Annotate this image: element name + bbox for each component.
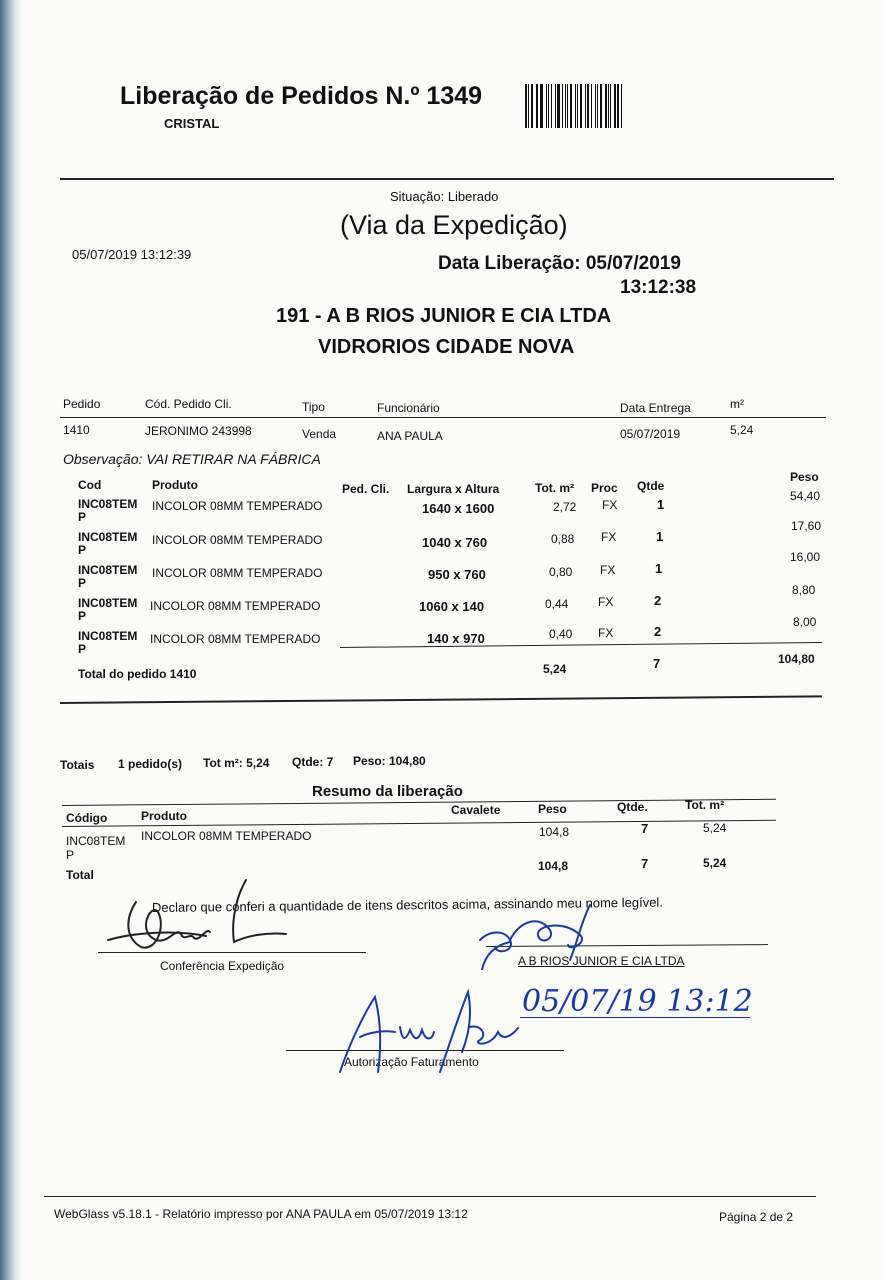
item-proc: FX — [602, 498, 618, 512]
item-qtde: 2 — [654, 624, 662, 639]
item-proc: FX — [600, 563, 616, 577]
footer-page-number: Página 2 de 2 — [719, 1210, 794, 1224]
item-peso: 16,00 — [790, 550, 821, 564]
item-peso: 8,00 — [793, 615, 817, 629]
authorization-signature — [330, 982, 530, 1082]
barcode-bar — [614, 84, 616, 128]
summary-total-tot: 5,24 — [703, 856, 727, 870]
barcode-bar — [565, 84, 566, 128]
item-qtde: 1 — [655, 561, 663, 576]
items-col-peso: Peso — [790, 470, 819, 484]
summary-row-codigo-suffix: P — [66, 848, 75, 862]
col-pedido: Pedido — [63, 397, 101, 411]
barcode-bar — [562, 84, 563, 128]
summary-title: Resumo da liberação — [312, 783, 463, 800]
company-signature — [470, 900, 610, 970]
company-signature-label: A B RIOS JUNIOR E CIA LTDA — [518, 954, 685, 968]
item-tot-m2: 0,80 — [549, 565, 573, 579]
scan-edge-shadow — [0, 0, 22, 1280]
item-proc: FX — [598, 626, 614, 640]
barcode-bar — [597, 84, 598, 128]
barcode-bar — [570, 84, 572, 128]
barcode-bar — [551, 84, 552, 128]
barcode-bar — [577, 84, 578, 128]
item-proc: FX — [601, 530, 617, 544]
barcode-bar — [600, 84, 602, 128]
item-cod-suffix: P — [78, 642, 87, 656]
summary-row-qtde: 7 — [641, 821, 649, 836]
totals-qtde: Qtde: 7 — [292, 755, 334, 769]
summary-row-produto: INCOLOR 08MM TEMPERADO — [141, 829, 312, 843]
item-proc: FX — [598, 595, 614, 609]
barcode-bar — [591, 84, 593, 128]
items-col-proc: Proc — [591, 481, 618, 495]
item-peso: 8,80 — [792, 583, 816, 597]
order-header-rule — [60, 417, 826, 418]
items-col-qtde: Qtde — [637, 479, 665, 493]
barcode-bar — [587, 84, 589, 128]
item-cod: INC08TEM — [78, 530, 138, 544]
conference-label: Conferência Expedição — [160, 959, 285, 973]
summary-row-tot: 5,24 — [703, 821, 727, 835]
barcode-bar — [557, 84, 559, 128]
item-peso: 17,60 — [791, 519, 822, 533]
item-cod: INC08TEM — [78, 497, 138, 511]
items-col-ped-cli: Ped. Cli. — [342, 482, 390, 496]
barcode-bar — [617, 84, 619, 128]
order-pedido: 1410 — [63, 423, 90, 437]
item-qtde: 1 — [657, 497, 665, 512]
status-text: Situação: Liberado — [390, 189, 499, 204]
summary-total-label: Total — [66, 868, 94, 882]
barcode-bar — [580, 84, 582, 128]
summary-total-peso: 104,8 — [538, 859, 569, 873]
order-total-qtde: 7 — [653, 656, 661, 671]
footer-report: WebGlass v5.18.1 - Relatório impresso por ANA PAULA em 05/07/2019 13:12 — [54, 1207, 468, 1221]
header-divider — [60, 178, 834, 180]
authorization-label: Autorização Faturamento — [344, 1055, 479, 1069]
item-produto: INCOLOR 08MM TEMPERADO — [152, 566, 323, 580]
order-cod-pedido: JERONIMO 243998 — [145, 424, 252, 438]
items-total-rule — [340, 642, 822, 648]
item-cod: INC08TEM — [78, 596, 138, 610]
summary-col-codigo: Código — [66, 811, 108, 825]
item-dimensions: 140 x 970 — [427, 631, 485, 646]
col-cod-pedido: Cód. Pedido Cli. — [145, 397, 232, 411]
document-title: Liberação de Pedidos N.º 1349 — [120, 82, 483, 110]
client-store: VIDRORIOS CIDADE NOVA — [318, 336, 575, 358]
item-dimensions: 1060 x 140 — [419, 599, 485, 614]
item-cod-suffix: P — [78, 609, 87, 623]
company-name: CRISTAL — [164, 116, 220, 131]
barcode-bar — [525, 84, 527, 128]
item-tot-m2: 0,44 — [545, 597, 569, 611]
barcode-bar — [555, 84, 557, 128]
order-data-entrega: 05/07/2019 — [620, 427, 681, 441]
item-cod: INC08TEM — [78, 629, 138, 643]
item-cod: INC08TEM — [78, 563, 138, 577]
barcode-bar — [585, 84, 586, 128]
item-produto: INCOLOR 08MM TEMPERADO — [152, 499, 323, 513]
order-m2: 5,24 — [730, 423, 754, 437]
items-col-cod: Cod — [78, 478, 102, 492]
totals-pedidos: 1 pedido(s) — [118, 757, 183, 771]
summary-total-qtde: 7 — [641, 856, 649, 871]
barcode-bar — [621, 84, 622, 128]
summary-col-tot: Tot. m² — [685, 798, 725, 812]
item-dimensions: 1040 x 760 — [422, 535, 488, 550]
item-produto: INCOLOR 08MM TEMPERADO — [150, 632, 321, 646]
item-dimensions: 950 x 760 — [428, 567, 486, 582]
barcode-bar — [610, 84, 611, 128]
order-funcionario: ANA PAULA — [377, 429, 443, 443]
barcode-bar — [567, 84, 568, 128]
item-qtde: 1 — [656, 529, 664, 544]
order-total-peso: 104,80 — [778, 652, 815, 666]
print-timestamp: 05/07/2019 13:12:39 — [72, 247, 192, 262]
barcode-bar — [537, 84, 538, 128]
item-tot-m2: 2,72 — [553, 500, 577, 514]
item-produto: INCOLOR 08MM TEMPERADO — [152, 533, 323, 547]
release-time: 13:12:38 — [620, 277, 697, 298]
barcode-bar — [531, 84, 533, 128]
order-total-tot: 5,24 — [543, 662, 567, 676]
footer-rule — [44, 1196, 816, 1197]
item-dimensions: 1640 x 1600 — [422, 501, 495, 516]
barcode-bar — [546, 84, 548, 128]
handwritten-date-underline — [520, 1017, 750, 1018]
order-end-rule — [60, 695, 822, 704]
barcode-bar — [605, 84, 607, 128]
summary-col-produto: Produto — [141, 809, 187, 823]
item-cod-suffix: P — [78, 543, 87, 557]
barcode-bar — [595, 84, 596, 128]
barcode-bar — [528, 84, 529, 128]
summary-col-cavalete: Cavalete — [451, 803, 501, 817]
handwritten-date: 05/07/19 13:12 — [522, 984, 753, 1019]
barcode-bar — [536, 84, 537, 128]
barcode-bar — [548, 84, 549, 128]
conference-signature — [96, 872, 296, 962]
item-cod-suffix: P — [78, 576, 87, 590]
item-tot-m2: 0,88 — [551, 532, 575, 546]
declaration-text: Declaro que conferi a quantidade de itens descritos acima, assinando meu nome legível. — [151, 894, 663, 915]
barcode-bar — [608, 84, 609, 128]
item-peso: 54,40 — [790, 489, 821, 503]
items-col-dimensions: Largura x Altura — [407, 482, 500, 496]
release-date: Data Liberação: 05/07/2019 — [438, 253, 681, 274]
copy-label: (Via da Expedição) — [340, 210, 568, 240]
items-col-tot-m2: Tot. m² — [535, 481, 575, 495]
barcode-bar — [540, 84, 542, 128]
summary-col-qtde: Qtde. — [617, 800, 648, 814]
order-tipo: Venda — [302, 427, 337, 441]
client-name: 191 - A B RIOS JUNIOR E CIA LTDA — [276, 305, 612, 327]
col-tipo: Tipo — [302, 400, 325, 414]
items-col-produto: Produto — [152, 478, 198, 492]
item-qtde: 2 — [654, 593, 662, 608]
totals-peso: Peso: 104,80 — [353, 754, 426, 768]
totals-m2: Tot m²: 5,24 — [203, 756, 270, 770]
item-tot-m2: 0,40 — [549, 627, 573, 641]
summary-row-peso: 104,8 — [539, 825, 570, 839]
barcode-bar — [575, 84, 577, 128]
item-produto: INCOLOR 08MM TEMPERADO — [150, 599, 321, 613]
barcode — [525, 84, 625, 128]
col-m2: m² — [730, 397, 744, 411]
order-observation: Observação: VAI RETIRAR NA FÁBRICA — [63, 451, 321, 467]
col-funcionario: Funcionário — [377, 401, 440, 415]
item-cod-suffix: P — [78, 510, 87, 524]
order-total-label: Total do pedido 1410 — [78, 667, 197, 681]
totals-label: Totais — [60, 758, 95, 772]
summary-col-peso: Peso — [538, 802, 567, 816]
summary-row-codigo: INC08TEM — [66, 834, 126, 848]
col-data-entrega: Data Entrega — [620, 401, 691, 415]
